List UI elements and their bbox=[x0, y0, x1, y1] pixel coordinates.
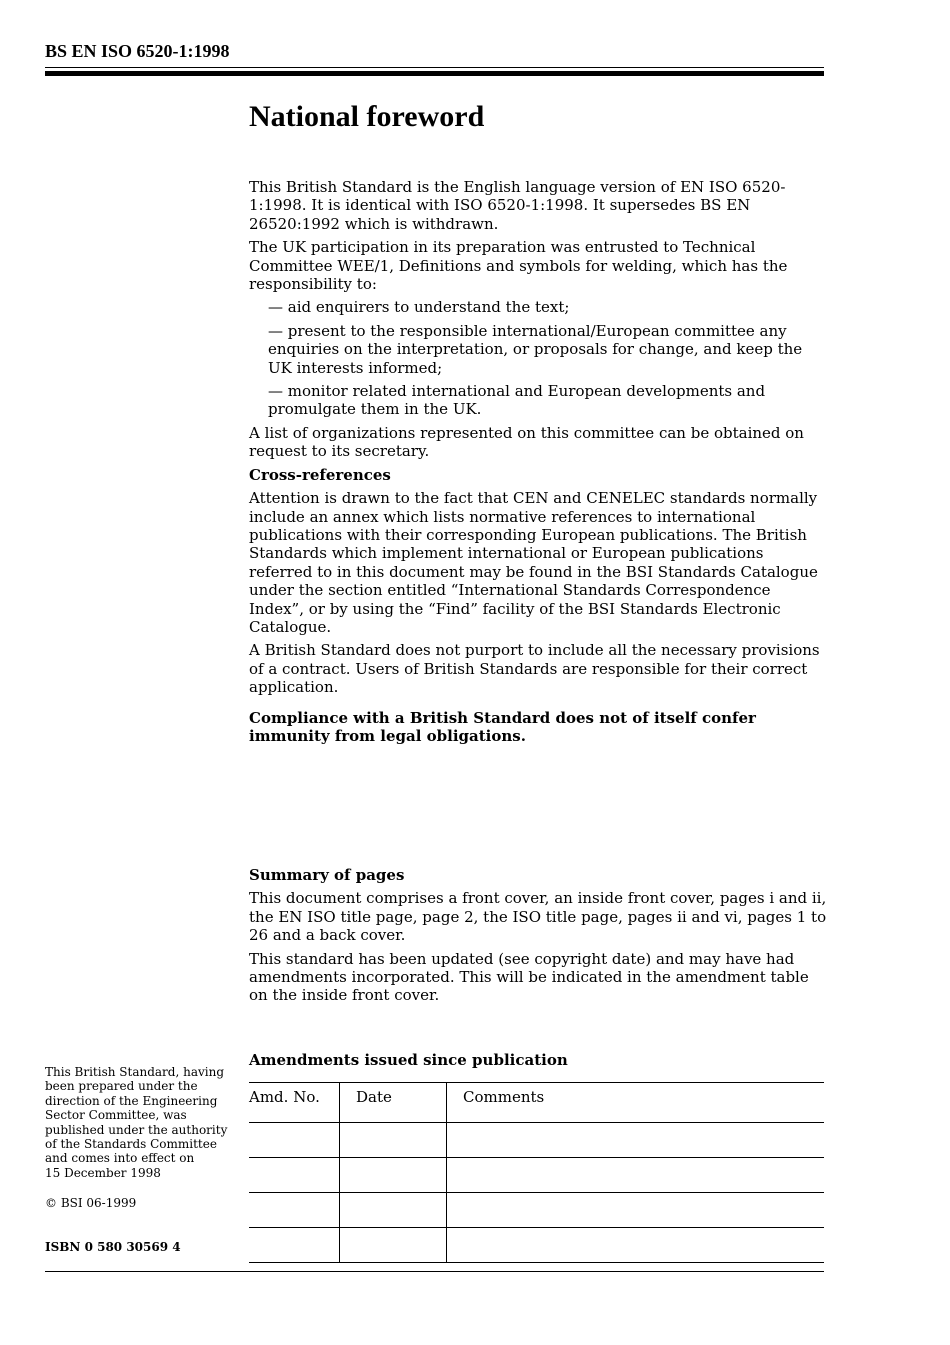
table-cell bbox=[447, 1193, 825, 1228]
paragraph: A list of organizations represented on this committee can be obtained on request to its secretary. bbox=[249, 423, 804, 461]
list-item: — present to the responsible international/European committee any enquiries on the interpretation, or proposals for change, and keep the UK interests informed; bbox=[268, 321, 803, 377]
summary-of-pages bbox=[249, 866, 827, 1010]
note-line: 15 December 1998 bbox=[45, 1165, 161, 1180]
page-title: National foreword bbox=[249, 100, 485, 133]
table-row bbox=[249, 1193, 824, 1228]
table-cell bbox=[249, 1228, 340, 1263]
publication-note bbox=[45, 1065, 230, 1180]
header-rule-thick bbox=[45, 71, 824, 76]
note-line: of the Standards Committee bbox=[45, 1137, 217, 1152]
list-item: — aid enquirers to understand the text; bbox=[268, 298, 570, 317]
table-row bbox=[249, 1228, 824, 1263]
note-line: been prepared under the bbox=[45, 1079, 198, 1094]
table-header-row bbox=[249, 1083, 824, 1123]
header-rule-thin bbox=[45, 67, 824, 68]
table-cell bbox=[340, 1193, 447, 1228]
table-cell bbox=[340, 1228, 447, 1263]
isbn: ISBN 0 580 30569 4 bbox=[45, 1240, 181, 1254]
paragraph: This British Standard is the English language version of EN ISO 6520-1:1998. It is identical with ISO 6520-1:1998. It supersedes BS EN 26520:1992 which is withdrawn. bbox=[249, 178, 786, 233]
note-line: Sector Committee, was bbox=[45, 1108, 187, 1123]
column-header-comments: Comments bbox=[447, 1083, 825, 1123]
table-row bbox=[249, 1123, 824, 1158]
compliance-note: Compliance with a British Standard does not of itself confer immunity from legal obligations. bbox=[249, 708, 756, 745]
paragraph: This document comprises a front cover, an inside front cover, pages i and ii, the EN ISO title page, page 2, the ISO title page, pages ii and vi, pages 1 to 26 and a back cover. bbox=[249, 889, 827, 945]
paragraph: Attention is drawn to the fact that CEN and CENELEC standards normally include an annex which lists normative references to international publications with their corresponding European publications. The British Standards which implement international or European publications referred to in this document may be found in the BSI Standards Catalogue under the section entitled “International Standards Correspondence Index”, or by using the “Find” facility of the BSI Standards Electronic Catalogue. bbox=[249, 489, 818, 636]
cross-references-heading: Cross-references bbox=[249, 465, 391, 484]
table-cell bbox=[249, 1123, 340, 1158]
column-header-amd-no: Amd. No. bbox=[249, 1083, 340, 1123]
column-header-date: Date bbox=[340, 1083, 447, 1123]
foreword-body bbox=[249, 178, 827, 750]
note-line: and comes into effect on bbox=[45, 1151, 195, 1166]
list-item: — monitor related international and European developments and promulgate them in the UK. bbox=[268, 382, 766, 419]
amendments-title: Amendments issued since publication bbox=[249, 1051, 568, 1069]
table-row bbox=[249, 1158, 824, 1193]
table-cell bbox=[447, 1123, 825, 1158]
note-line: This British Standard, having bbox=[45, 1065, 225, 1079]
footer-rule bbox=[45, 1271, 824, 1272]
table-cell bbox=[340, 1123, 447, 1158]
table-cell bbox=[447, 1158, 825, 1193]
table-cell bbox=[447, 1228, 825, 1263]
note-line: direction of the Engineering bbox=[45, 1093, 218, 1108]
paragraph: The UK participation in its preparation was entrusted to Technical Committee WEE/1, Definitions and symbols for welding, which has the responsibility to: bbox=[249, 238, 788, 294]
amendments-table bbox=[249, 1082, 824, 1263]
table-cell bbox=[249, 1158, 340, 1193]
table-cell bbox=[249, 1193, 340, 1228]
note-line: published under the authority bbox=[45, 1122, 228, 1137]
table-cell bbox=[340, 1158, 447, 1193]
copyright: © BSI 06-1999 bbox=[45, 1196, 137, 1210]
summary-heading: Summary of pages bbox=[249, 866, 405, 884]
paragraph: This standard has been updated (see copyright date) and may have had amendments incorporated. This will be indicated in the amendment table on the inside front cover. bbox=[249, 949, 809, 1005]
paragraph: A British Standard does not purport to include all the necessary provisions of a contract. Users of British Standards are responsible for their correct application. bbox=[249, 641, 820, 697]
document-id: BS EN ISO 6520-1:1998 bbox=[45, 41, 230, 61]
